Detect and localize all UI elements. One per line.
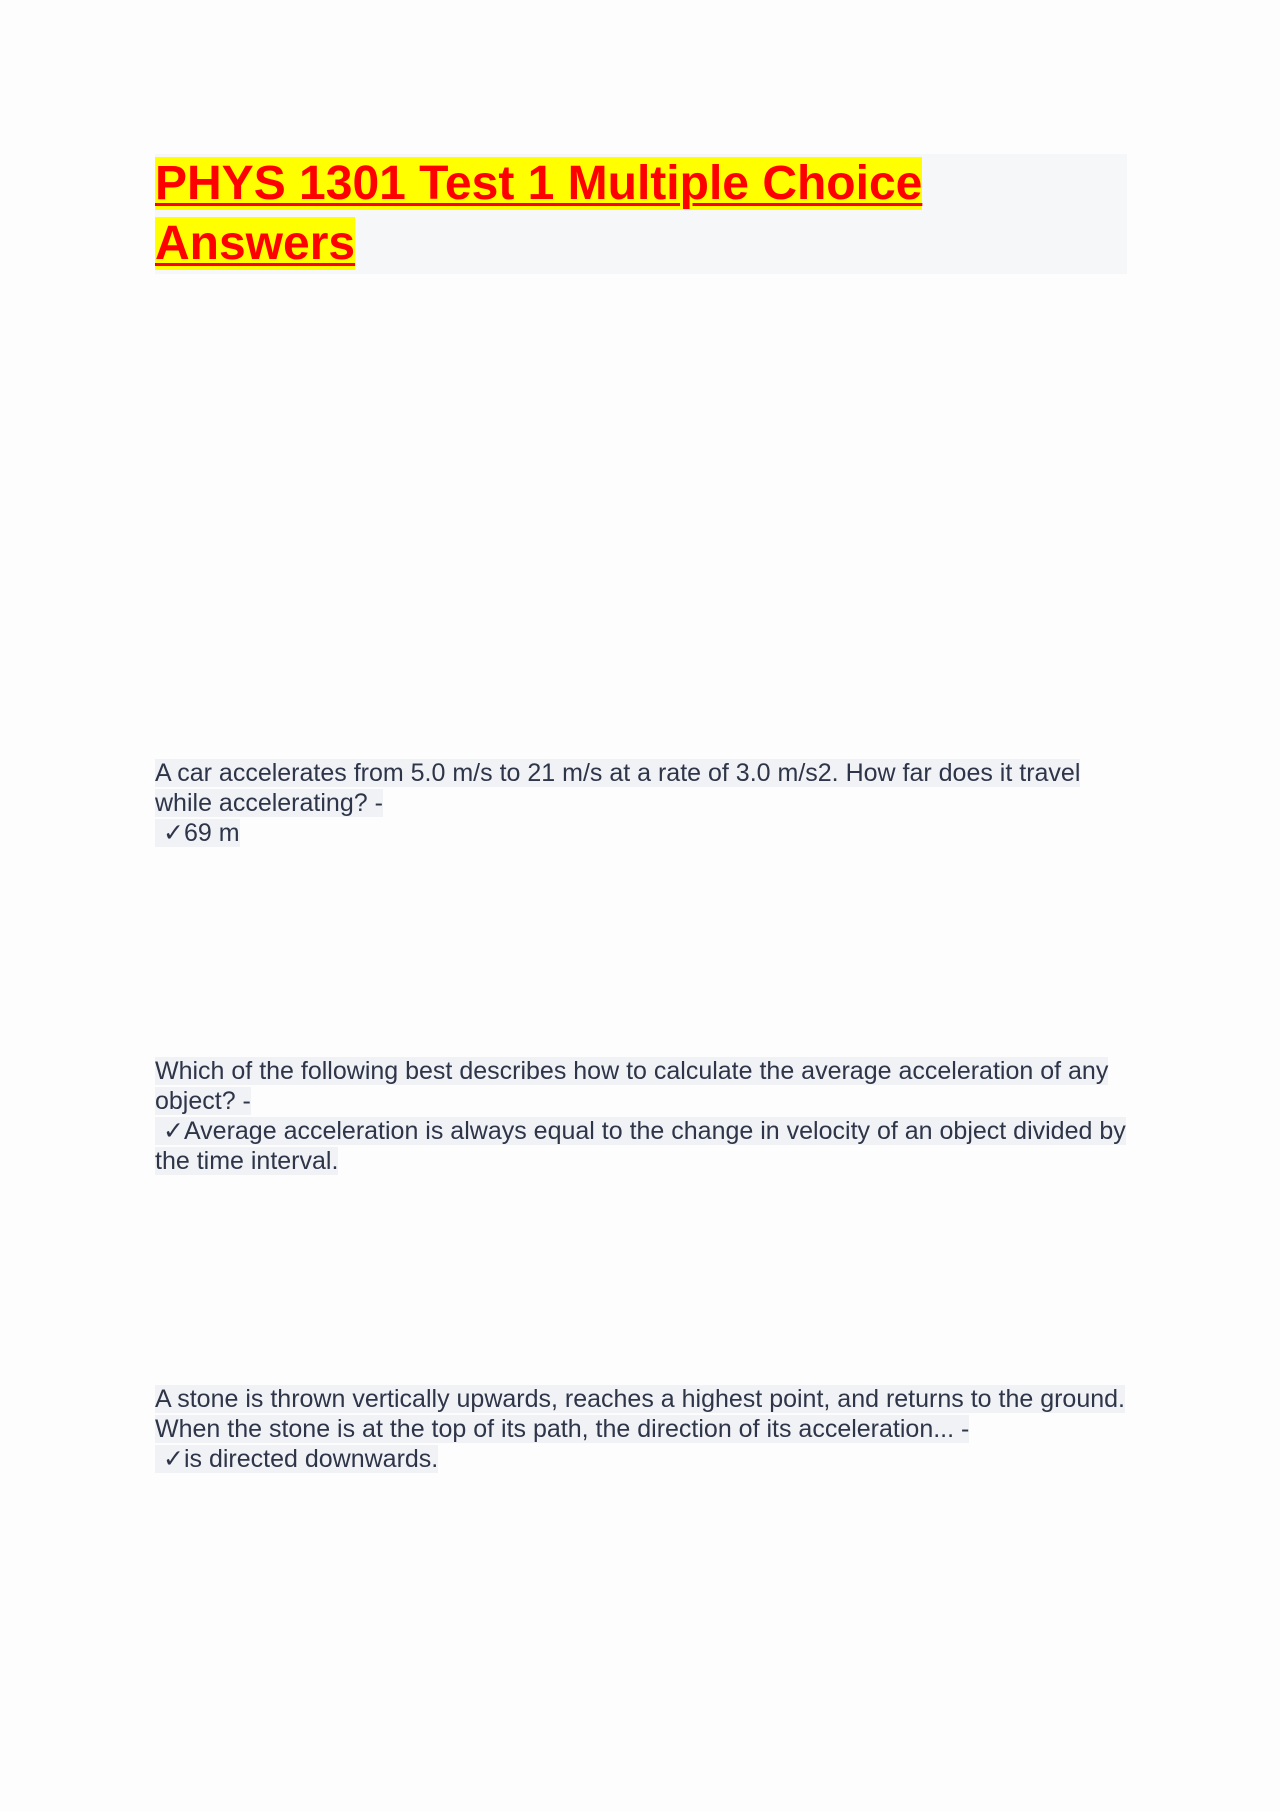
document-title [155,154,1127,274]
qa-item [155,1056,1127,1176]
qa-item [155,1384,1127,1474]
question-text: A car accelerates from 5.0 m/s to 21 m/s at a rate of 3.0 m/s2. How far does it travel while accelerating? - [155,759,1081,817]
document-title-text: PHYS 1301 Test 1 Multiple Choice Answers [155,157,923,270]
question-text: A stone is thrown vertically upwards, reaches a highest point, and returns to the ground. When the stone is at the top of its path, the direction of its acceleration... - [155,1385,1125,1443]
answer-text: ✓Average acceleration is always equal to the change in velocity of an object divided by the time interval. [155,1117,1126,1175]
checkmark-icon: ✓ [163,1117,184,1145]
answer-text: ✓is directed downwards. [155,1444,1127,1474]
qa-item [155,758,1127,848]
answer-text: ✓69 m [155,818,1127,848]
checkmark-icon: ✓ [163,819,184,847]
title-block [155,154,1127,274]
checkmark-icon: ✓ [163,1445,184,1473]
question-text: Which of the following best describes how to calculate the average acceleration of any object? - [155,1057,1109,1115]
